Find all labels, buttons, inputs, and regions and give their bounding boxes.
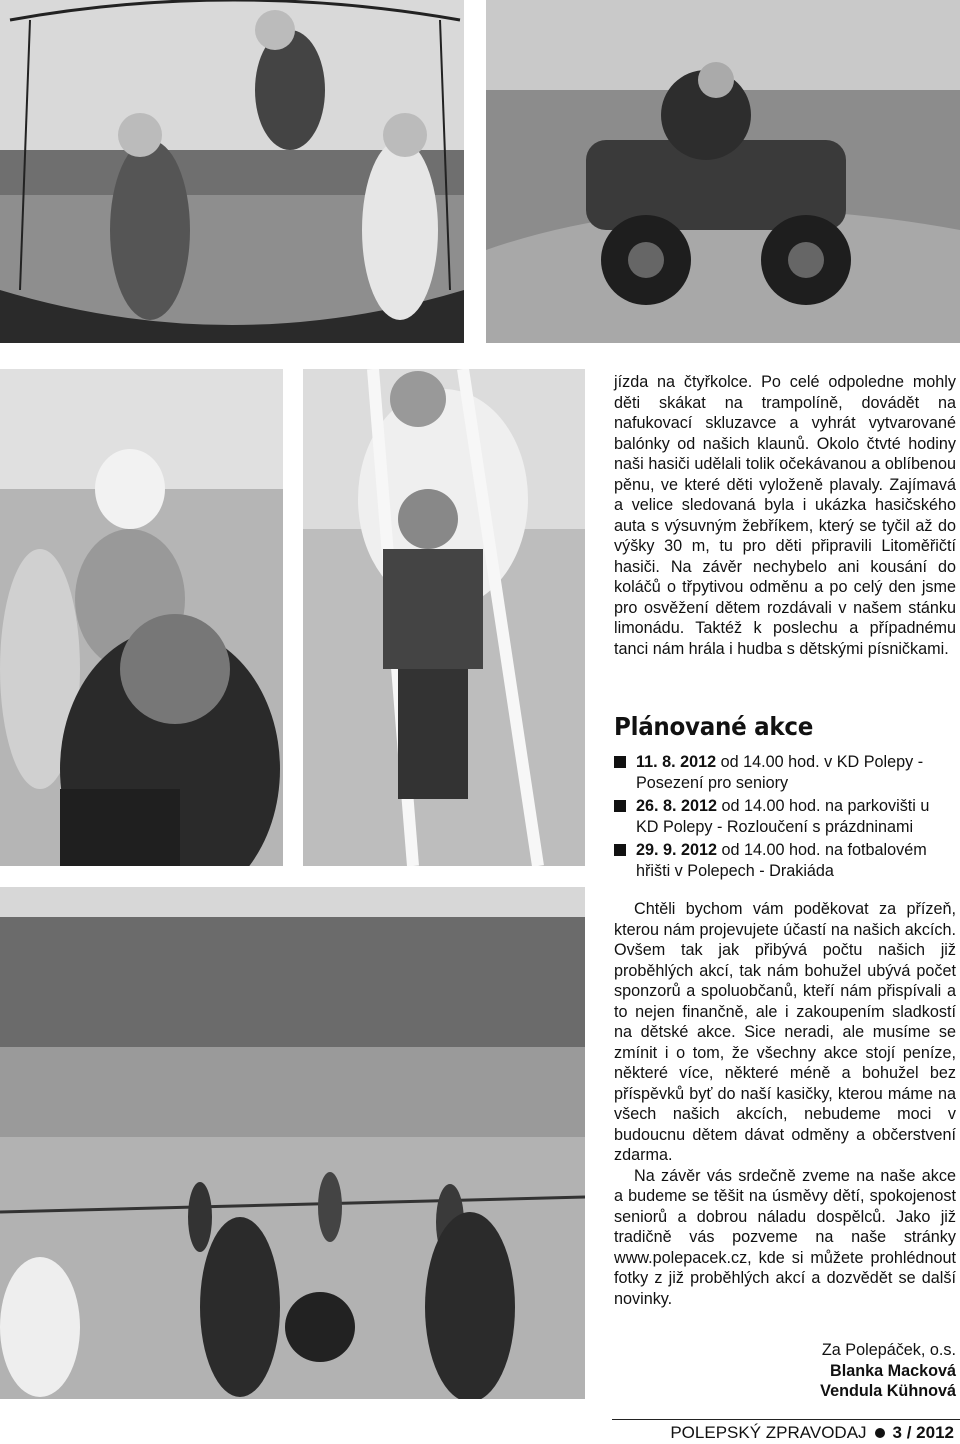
photo-field: [0, 887, 585, 1399]
bullet-square-icon: [614, 800, 626, 812]
event-item: [614, 796, 956, 837]
events-list: [614, 752, 956, 884]
photo-trampoline: [0, 0, 464, 343]
photo-atv: [486, 0, 960, 343]
event-details: od 14.00 hod. v KD Polepy - Posezení pro seniory: [636, 753, 924, 792]
event-date: 29. 9. 2012: [636, 841, 718, 859]
thanks-section: [614, 899, 956, 1309]
invite-paragraph: Na závěr vás srdečně zveme na naše akce a budeme se těšit na úsměvy dětí, spokojenost seniorů a dobrou náladu dospělců. Jako již tradičně vás pozveme na naše stránky www.polepacek.cz, kde si můžete prohlédnout fotky z již proběhlých akcí a dozvědět se další novinky.: [614, 1166, 956, 1308]
article-paragraph: jízda na čtyřkolce. Po celé odpoledne mohly děti skákat na trampolíně, dovádět na nafukovací skluzavce a vyhrát vytvarované balónky od našich klaunů. Okolo čtvté hodiny naši hasiči udělali tolik očekávanou a oblíbenou pěnu, ve které děti vyloženě plavaly. Zajímavá a velice sledovaná byla i ukázka hasičského auta s výsuvným žebříkem, který se tyčil až do výšky 30 m, tu pro děti připravili Litoměřičtí hasiči. Na závěr nechybelo ani kousání do koláčů o třpytivou odměnu a po celý den jsme pro osvěžení dětem rozdávali v našem stánku limonádu. Taktéž k poslechu a případnému tanci nám hrála i hudba s dětskými písničkami.: [614, 373, 956, 658]
footer-divider: [612, 1419, 960, 1420]
footer-title: POLEPSKÝ ZPRAVODAJ: [670, 1423, 867, 1442]
event-item: [614, 840, 956, 881]
event-details: od 14.00 hod. na fotbalovém hřišti v Polepech - Drakiáda: [636, 841, 927, 880]
footer-issue: 3 / 2012: [892, 1423, 954, 1442]
event-details: od 14.00 hod. na parkovišti u KD Polepy - Rozloučení s prázdninami: [636, 797, 930, 836]
signature-block: [820, 1340, 956, 1402]
event-item: [614, 752, 956, 793]
event-date: 11. 8. 2012: [636, 753, 717, 771]
photo-stilts: [303, 369, 585, 866]
signature-org: Za Polepáček, o.s.: [821, 1341, 956, 1359]
event-date: 26. 8. 2012: [636, 797, 718, 815]
signature-name: Blanka Macková: [830, 1361, 956, 1380]
bullet-dot-icon: [875, 1428, 885, 1438]
article-continuation: [614, 372, 956, 659]
bullet-square-icon: [614, 844, 626, 856]
events-heading: Plánované akce: [614, 712, 814, 741]
bullet-square-icon: [614, 756, 626, 768]
page-footer: [670, 1422, 954, 1444]
photo-clown: [0, 369, 283, 866]
thanks-paragraph: Chtěli bychom vám poděkovat za přízeň, kterou nám projevujete účastí na našich akcích. Ovšem tak jak přibývá počtu našich již proběhlých akcí, tak nám bohužel ubývá počet sponzorů a spoluobčanů, kteří nám přispívali a to nejen finančně, ale i zakoupením sladkostí na dětské akce. Sice neradi, ale musíme se zmínit i o tom, že všechny akce stojí peníze, některé více, některé méně a bohužel bez příspěvků byť do naší kasičky, kterou máme na všech našich akcích, nebudeme moci v budoucnu dětem dávat odměny a občerstvení zdarma.: [614, 900, 956, 1164]
signature-name: Vendula Kühnová: [820, 1382, 956, 1400]
